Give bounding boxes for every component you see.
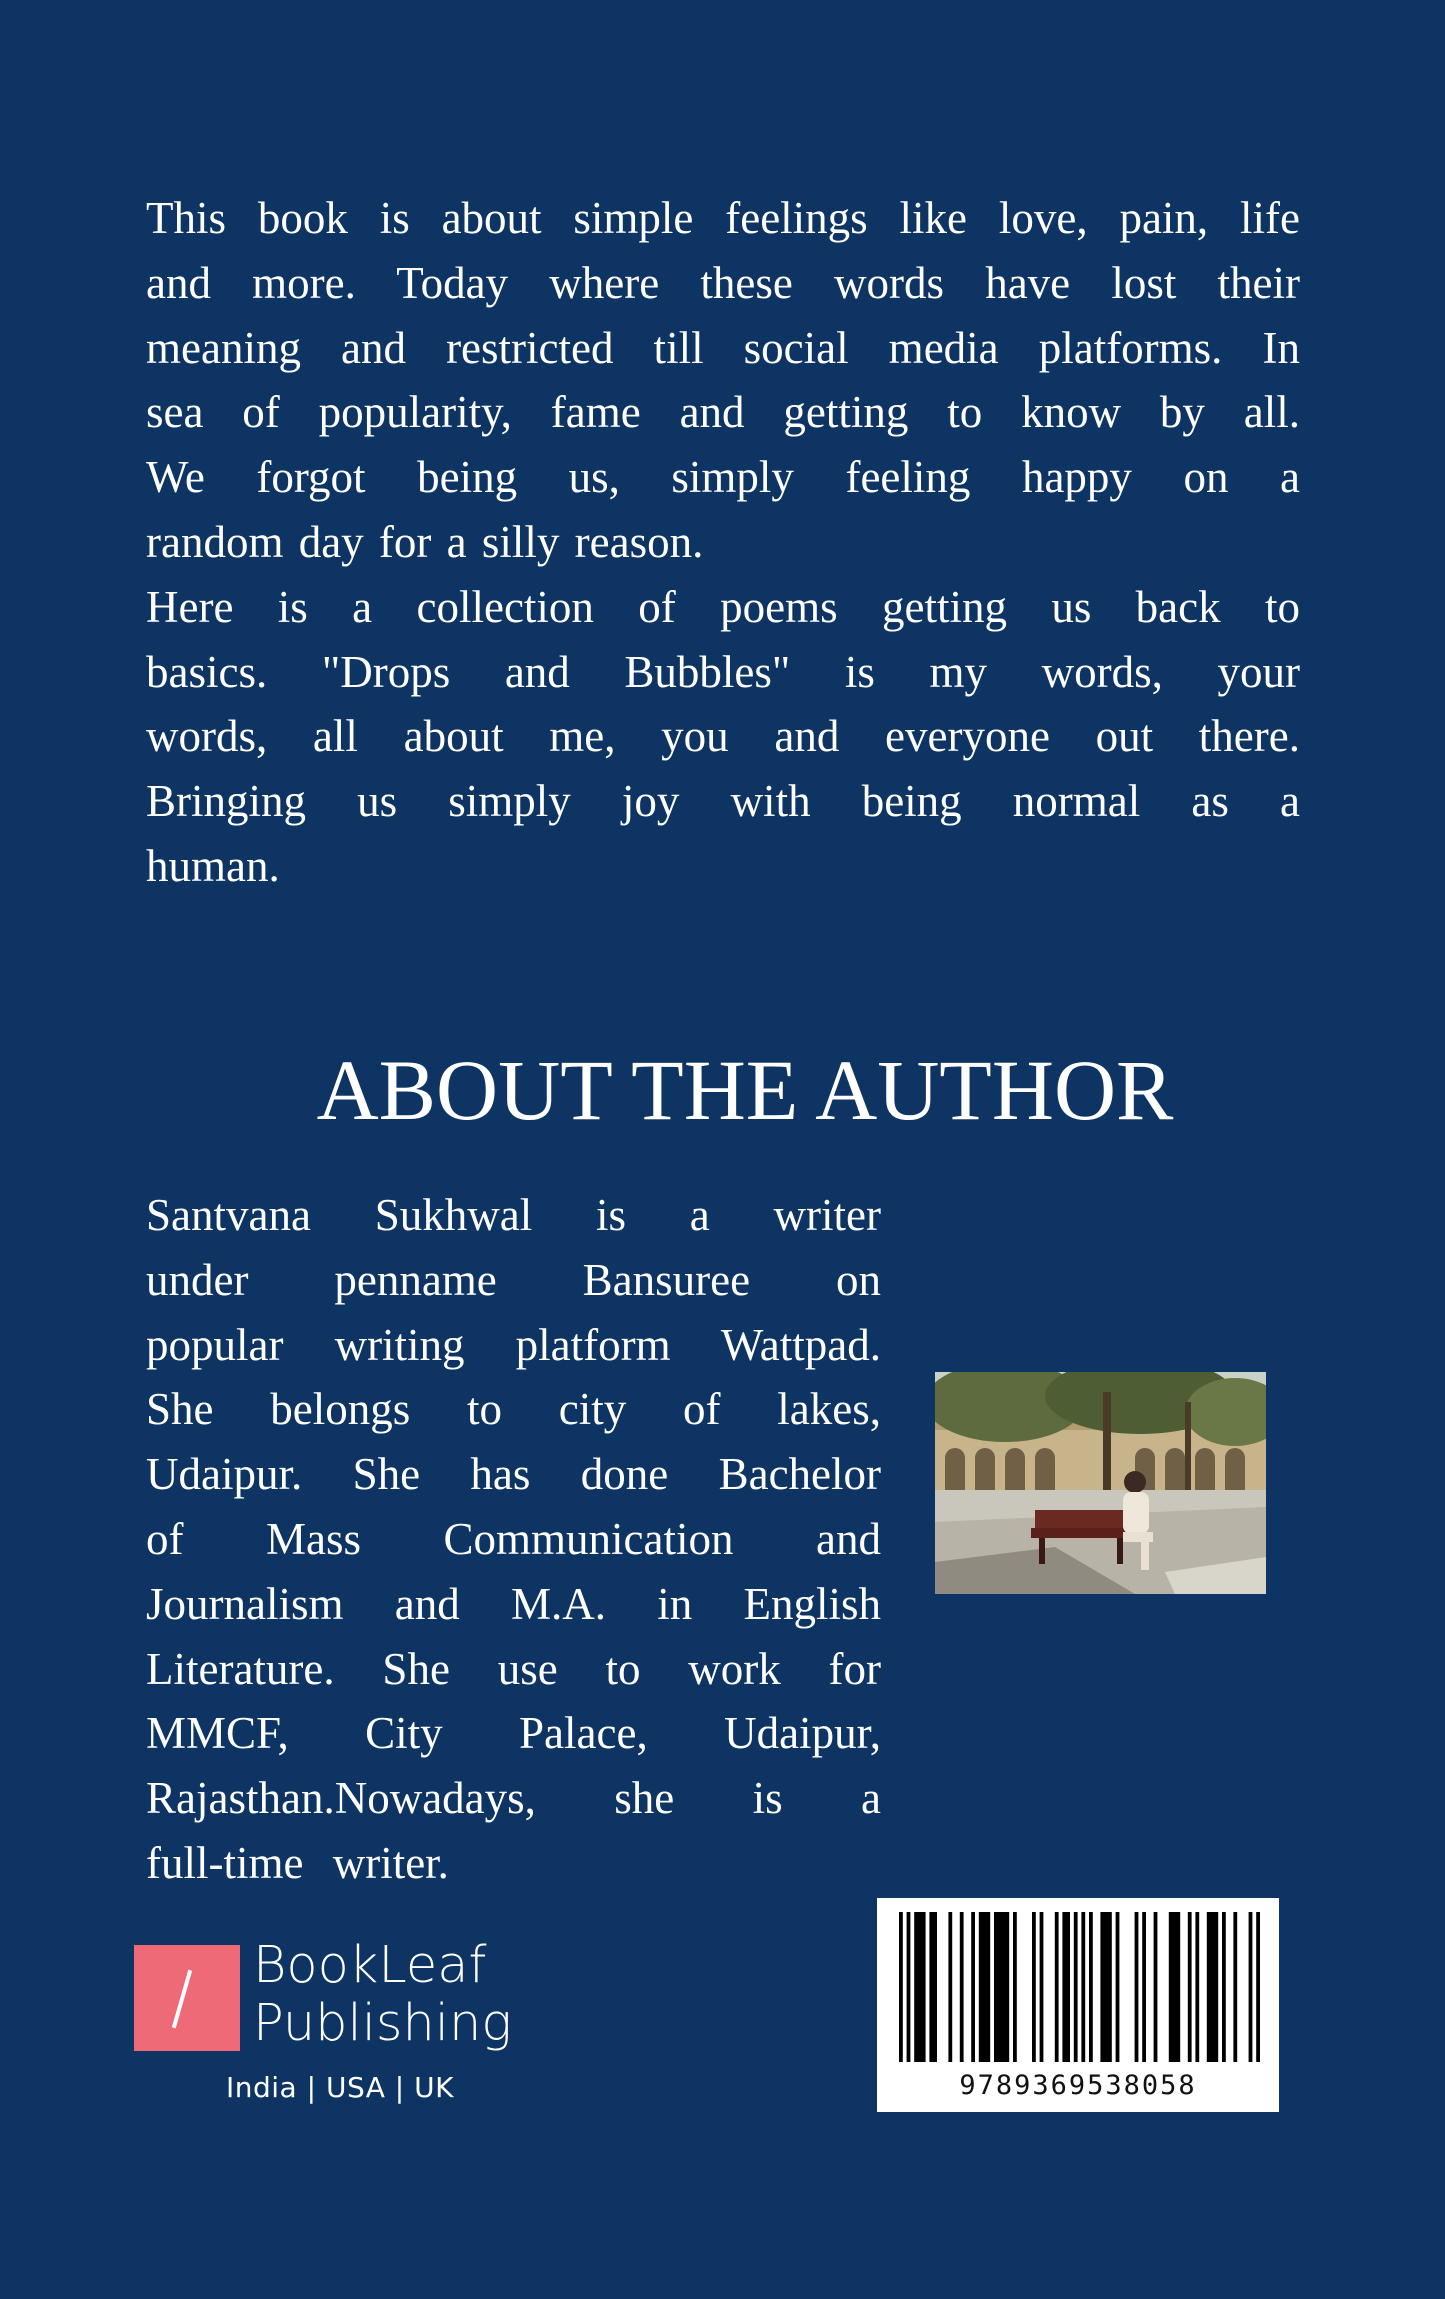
barcode-bar: [1100, 1912, 1111, 2062]
publisher-name: [253, 1937, 512, 2053]
barcode-bar: [1013, 1912, 1017, 2062]
barcode-bar: [1062, 1912, 1070, 2062]
barcode-bar: [914, 1912, 925, 2062]
bookleaf-logo-mark: [134, 1945, 240, 2051]
bio-line: MMCF, City Palace, Udaipur,: [146, 1708, 881, 1759]
barcode-bar: [1142, 1912, 1146, 2062]
blurb-line: basics. "Drops and Bubbles" is my words, your: [146, 646, 1300, 697]
barcode-bar: [960, 1912, 964, 2062]
barcode-bar: [1207, 1912, 1218, 2062]
blurb-line: human.: [146, 840, 280, 891]
blurb-line: random day for a silly reason.: [146, 516, 704, 567]
barcode-bar: [1169, 1912, 1180, 2062]
publisher-logo: [134, 1936, 534, 2115]
barcode-bar: [1222, 1912, 1226, 2062]
blurb-line: words, all about me, you and everyone out there.: [146, 711, 1300, 762]
blurb-line: Here is a collection of poems getting us back to: [146, 581, 1300, 632]
publisher-name-line2: Publishing: [253, 1994, 512, 2053]
barcode-bar: [1195, 1912, 1199, 2062]
bio-line: Journalism and M.A. in English: [146, 1578, 881, 1629]
barcode-bar: [1188, 1912, 1192, 2062]
barcode-bar: [1074, 1912, 1078, 2062]
slash-icon: [172, 1970, 192, 2029]
barcode-bar: [1249, 1912, 1253, 2062]
barcode-bar: [948, 1912, 952, 2062]
barcode-bar: [1154, 1912, 1158, 2062]
barcode-bar: [1116, 1912, 1120, 2062]
book-blurb: [146, 186, 1300, 899]
blurb-line: This book is about simple feelings like love, pain, life: [146, 193, 1300, 243]
blurb-line: meaning and restricted till social media platforms. In: [146, 322, 1300, 373]
barcode-bar: [1081, 1912, 1085, 2062]
author-bio: [146, 1183, 881, 1896]
isbn-barcode: [877, 1898, 1279, 2112]
bio-line: Santvana Sukhwal is a writer: [146, 1190, 881, 1240]
barcode-bar: [1256, 1912, 1260, 2062]
bio-line: She belongs to city of lakes,: [146, 1384, 881, 1435]
barcode-bar: [971, 1912, 975, 2062]
about-author-heading: ABOUT THE AUTHOR: [316, 1042, 1174, 1138]
bio-line: popular writing platform Wattpad.: [146, 1319, 881, 1370]
barcode-bar: [1233, 1912, 1237, 2062]
barcode-bar: [899, 1912, 903, 2062]
barcode-bar: [907, 1912, 911, 2062]
barcode-bar: [929, 1912, 937, 2062]
blurb-line: and more. Today where these words have lost their: [146, 257, 1300, 308]
author-photo: [935, 1372, 1266, 1594]
barcode-bar: [1089, 1912, 1093, 2062]
bio-line: Literature. She use to work for: [146, 1643, 881, 1694]
blurb-line: sea of popularity, fame and getting to know by all.: [146, 387, 1300, 438]
bio-line: under penname Bansuree on: [146, 1254, 881, 1305]
blurb-line: We forgot being us, simply feeling happy on a: [146, 452, 1300, 503]
barcode-bar: [994, 1912, 1009, 2062]
bio-line: Rajasthan.Nowadays, she is a: [146, 1773, 881, 1824]
barcode-bar: [1032, 1912, 1036, 2062]
isbn-number: 9789369538058: [959, 2070, 1197, 2101]
bio-line: Udaipur. She has done Bachelor: [146, 1449, 881, 1500]
barcode-bar: [979, 1912, 990, 2062]
blurb-line: Bringing us simply joy with being normal as a: [146, 776, 1300, 827]
barcode-bar: [1135, 1912, 1139, 2062]
publisher-regions: India | USA | UK: [226, 2071, 454, 2104]
bio-line: full-time writer.: [146, 1837, 449, 1888]
barcode-bar: [1040, 1912, 1044, 2062]
bio-line: of Mass Communication and: [146, 1513, 881, 1564]
barcode-bar: [1055, 1912, 1059, 2062]
publisher-name-line1: BookLeaf: [253, 1936, 487, 1995]
